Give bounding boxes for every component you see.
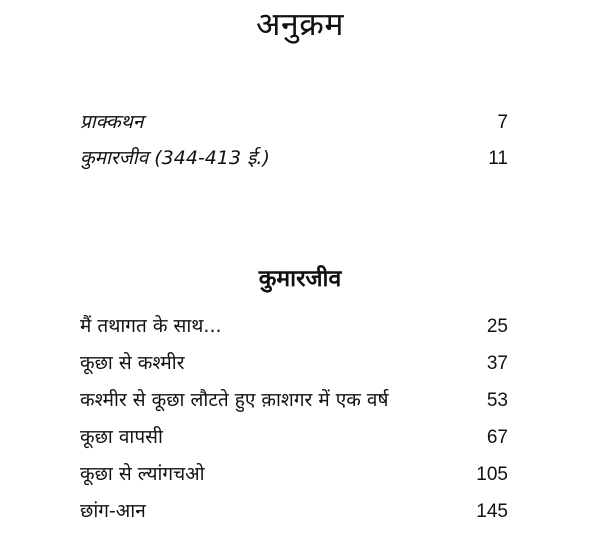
toc-entry-page: 67	[486, 427, 508, 448]
toc-entry-label: कूछा से ल्यांगचओ	[80, 463, 205, 485]
toc-entry-page: 11	[488, 148, 508, 169]
toc-entry-label: प्राक्कथन	[80, 111, 144, 133]
toc-entry[interactable]	[80, 312, 508, 342]
page-title: अनुक्रम	[256, 5, 344, 43]
toc-entry[interactable]	[80, 386, 508, 416]
toc-entry-page: 53	[486, 390, 508, 411]
toc-entry[interactable]	[80, 423, 508, 453]
toc-entry[interactable]	[80, 497, 508, 527]
toc-entry[interactable]	[80, 460, 508, 490]
toc-entry-page: 7	[497, 112, 508, 133]
toc-entry-label: कुमारजीव (344-413 ई.)	[80, 147, 270, 169]
toc-entry-page: 25	[486, 316, 508, 337]
toc-entry-label: कूछा से कश्मीर	[80, 352, 185, 374]
toc-entry[interactable]	[80, 349, 508, 379]
toc-entry-page: 37	[486, 353, 508, 374]
toc-entry[interactable]	[80, 108, 508, 138]
toc-entry-page: 105	[476, 464, 508, 485]
toc-entry[interactable]	[80, 144, 508, 174]
toc-entry-label: कूछा वापसी	[80, 426, 163, 448]
toc-entry-label: छांग-आन	[80, 500, 146, 522]
toc-entry-label: कश्मीर से कूछा लौटते हुए क़ाशगर में एक वर्ष	[80, 389, 389, 411]
section-title: कुमारजीव	[258, 266, 342, 292]
toc-entry-page: 145	[476, 501, 508, 522]
toc-entry-label: मैं तथागत के साथ...	[80, 315, 222, 337]
